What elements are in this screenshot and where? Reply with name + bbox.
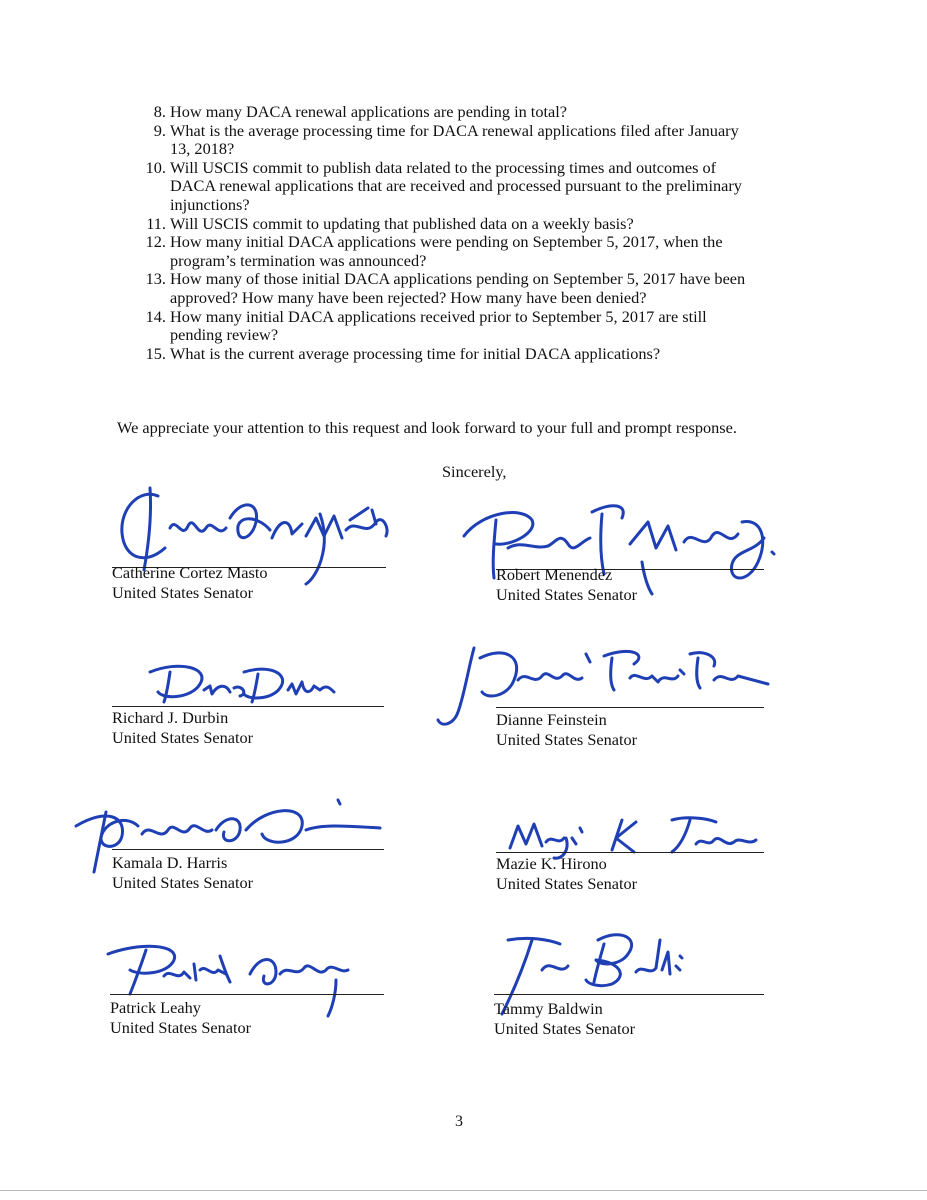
signer-name: Patrick Leahy [110,998,201,1017]
question-line: 13, 2018? [170,139,235,159]
question-number: 12. [145,232,166,252]
signature-line [496,852,764,853]
sincerely-text: Sincerely, [442,462,507,481]
question-line: Will USCIS commit to publish data related to the processing times and outcomes of [170,157,717,177]
signer-title: United States Senator [112,873,254,892]
question-line: How many initial DACA applications received prior to September 5, 2017 are still [170,306,707,326]
signature-line [496,707,764,708]
signer-name: Robert Menendez [496,565,613,584]
signer-title: United States Senator [112,583,254,602]
list-item [140,159,840,215]
question-number: 14. [145,306,166,326]
question-list [140,103,840,363]
list-item [140,215,840,234]
signer-title: United States Senator [496,730,638,749]
closing-paragraph: We appreciate your attention to this request and look forward to your full and prompt response. [117,418,737,437]
question-line: What is the average processing time for DACA renewal applications filed after January [170,120,739,140]
signature-line [112,849,384,850]
scan-edge-line [0,1190,927,1191]
question-line: Will USCIS commit to updating that published data on a weekly basis? [170,213,634,233]
question-number: 10. [145,157,166,177]
question-number: 15. [145,343,166,363]
question-number: 13. [145,269,166,289]
signer-name: Dianne Feinstein [496,710,607,729]
list-item [140,233,840,270]
question-line: What is the current average processing time for initial DACA applications? [170,343,661,363]
question-number: 9. [153,120,166,140]
signer-title: United States Senator [496,585,638,604]
question-line: How many DACA renewal applications are pending in total? [170,102,567,121]
list-item [140,345,840,364]
page-number: 3 [455,1113,463,1130]
signer-title: United States Senator [110,1018,252,1037]
question-number: 8. [153,102,166,121]
list-item [140,103,840,122]
signer-name: Richard J. Durbin [112,708,229,727]
signature-line [494,994,764,995]
signature-line [110,994,384,995]
signer-name: Kamala D. Harris [112,853,228,872]
question-line: injunctions? [170,194,250,214]
signer-name: Mazie K. Hirono [496,854,607,873]
question-line: approved? How many have been rejected? How many have been denied? [170,287,647,307]
signature-line [112,706,384,707]
question-line: pending review? [170,325,279,345]
signer-name: Catherine Cortez Masto [112,563,268,582]
question-number: 11. [146,213,166,233]
list-item [140,270,840,307]
signature-feinstein [434,640,794,740]
signer-title: United States Senator [496,874,638,893]
question-line: How many initial DACA applications were pending on September 5, 2017, when the [170,232,723,252]
question-line: How many of those initial DACA applications pending on September 5, 2017 have been [170,269,746,289]
signer-name: Tammy Baldwin [494,999,603,1018]
question-line: DACA renewal applications that are received and processed pursuant to the preliminary [170,176,742,196]
list-item [140,308,840,345]
list-item [140,122,840,159]
signer-title: United States Senator [494,1019,636,1038]
signer-title: United States Senator [112,728,254,747]
question-line: program’s termination was announced? [170,250,427,270]
